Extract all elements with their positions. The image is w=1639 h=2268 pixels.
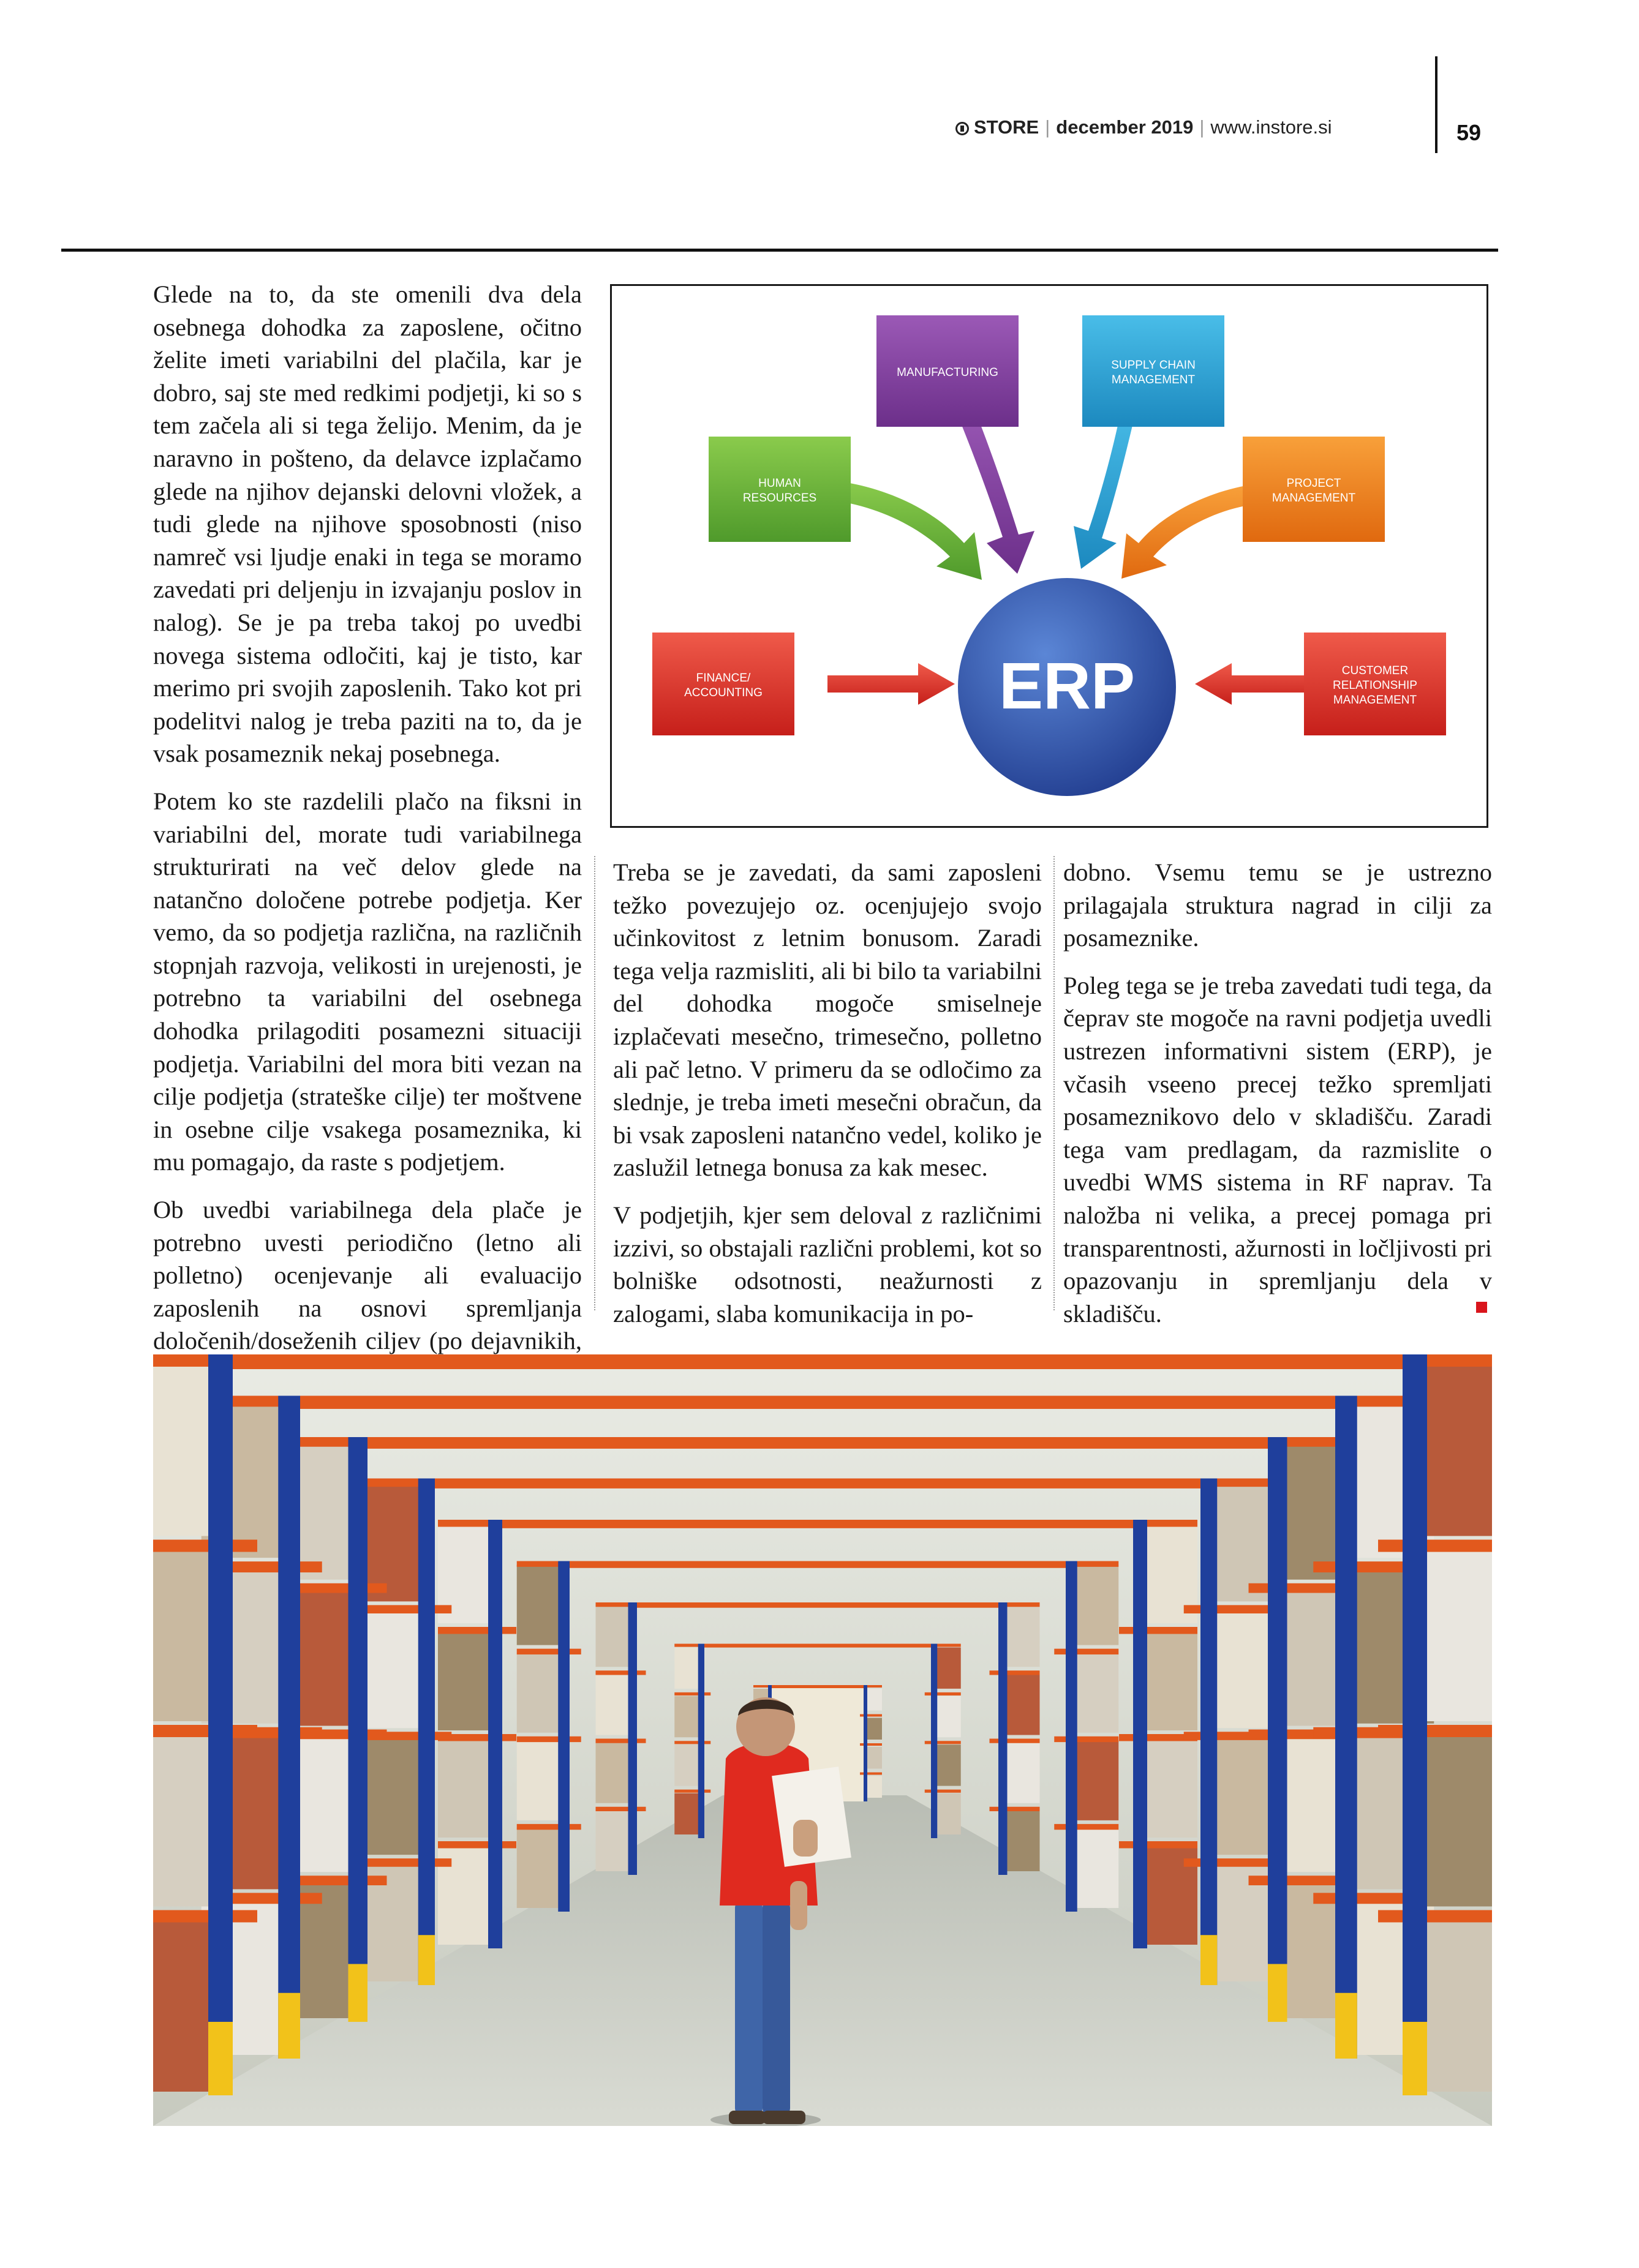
module-label: FINANCE/	[696, 672, 751, 685]
rack-beam	[596, 1807, 646, 1811]
rack-beam	[517, 1649, 581, 1654]
floor-guard	[1403, 2022, 1427, 2095]
article-column-2	[613, 856, 1042, 1345]
overhead-beam	[367, 1437, 1268, 1449]
floor-guard	[349, 1964, 368, 2022]
header-vertical-divider	[1435, 56, 1437, 153]
module-label: MANUFACTURING	[897, 366, 998, 379]
paragraph: dobno. Vsemu temu se je ustrezno prilagajala struktura nagrad in cilji za posameznike.	[1063, 858, 1492, 952]
overhead-beam	[233, 1354, 1403, 1369]
rack-upright	[208, 1354, 233, 2095]
article-end-mark	[1476, 1302, 1487, 1313]
rack-upright	[558, 1561, 570, 1912]
rack-upright	[349, 1437, 368, 2022]
rack-beam	[438, 1627, 516, 1634]
module-crm	[1304, 633, 1446, 735]
header-url: www.instore.si	[1210, 116, 1332, 138]
overhead-beam	[637, 1602, 998, 1608]
rack-beam	[1119, 1841, 1197, 1849]
module-label: RESOURCES	[742, 492, 817, 505]
rack-upright	[1066, 1561, 1077, 1912]
rack-beam	[674, 1692, 710, 1695]
rack-beam	[1054, 1649, 1118, 1654]
rack-beam	[596, 1670, 646, 1675]
rack-beam	[925, 1790, 961, 1793]
rack-beam	[1054, 1737, 1118, 1742]
module-supply-chain	[1082, 315, 1224, 427]
module-manufacturing	[876, 315, 1019, 427]
rack-beam	[860, 1773, 882, 1775]
module-label: PROJECT	[1286, 477, 1341, 490]
rack-upright	[628, 1602, 638, 1875]
page-header	[955, 116, 1384, 153]
rack-upright	[1268, 1437, 1287, 2022]
rack-beam	[990, 1670, 1040, 1675]
rack-upright	[1403, 1354, 1427, 2095]
module-finance	[652, 633, 794, 735]
header-date: december 2019	[1056, 116, 1194, 138]
paragraph: Glede na to, da ste omenili dva dela osebnega dohodka za zaposlene, očitno želite imeti variabilni del plačila, kar je dobro, saj ste med redkimi podjetji, ki so s tem začela ali si tega želijo. Menim, da je naravno in pošteno, da delavce izplačamo glede na njihov dejanski delovni vložek, a tudi glede na njihove sposobnosti (niso namreč vsi ljudje enaki in tega se moramo zavedati pri deljenju in izvajanju poslov in nalog). Se je pa treba takoj po uvedbi novega sistema odločiti, kaj je tisto, kar merimo pri svojih zaposlenih. Tako kot pri podelitvi nalog je treba paziti na to, da je vsak posameznik nekaj posebnega.	[153, 280, 582, 768]
floor-guard	[208, 2022, 233, 2095]
module-label: MANAGEMENT	[1111, 374, 1196, 386]
rack-beam	[153, 1725, 257, 1737]
rack-beam	[1119, 1627, 1197, 1634]
module-human-resources	[709, 437, 851, 542]
rack-upright	[1133, 1520, 1147, 1948]
paragraph: Potem ko ste razdelili plačo na fiksni in variabilni del, morate tudi variabilnega strukturirati na več delov glede na natančno določene potrebe podjetja. Ker vemo, da so podjetja različna, na različnih stopnjah razvoja, velikosti in urejenosti, je potrebno ta variabilni del osebnega dohodka prilagoditi posamezni situaciji podjetja. Variabilni del mora biti vezan na cilje podjetja (strateške cilje) ter moštvene in osebne cilje vsakega posameznika, ki mu pomagajo, da raste s podjetjem.	[153, 787, 582, 1176]
floor-guard	[1335, 1993, 1357, 2059]
rack-upright	[488, 1520, 502, 1948]
overhead-beam	[772, 1685, 864, 1688]
paragraph: Ob uvedbi variabilnega dela plače je potrebno uvesti periodično (letno ali polletno) ocenjevanje ali evaluacijo zaposlenih na osnovi spremljanja določenih/doseženih ciljev (po dejavnikih,	[153, 1196, 582, 1355]
paragraph: Treba se je zavedati, da sami zaposleni težko povezujejo oz. ocenjujejo svojo učinkovitost z letnim bonusom. Zaradi tega velja razmisliti, ali bi bilo ta variabilni del dohodka mogoče smiselneje izplačevati mesečno, trimesečno, polletno ali pač letno. V primeru da se odločimo za slednje, je treba imeti mesečni obračun, da bi vsak zaposleni natančno vedel, koliko je zaslužil letnega bonusa za kak mesec.	[613, 858, 1042, 1182]
instore-logo-icon	[955, 122, 969, 135]
article-column-3	[1063, 856, 1492, 1345]
overhead-beam	[435, 1479, 1200, 1489]
rack-beam	[1378, 1540, 1492, 1552]
rack-upright	[1200, 1479, 1217, 1986]
rack-beam	[925, 1692, 961, 1695]
erp-center-label: ERP	[998, 648, 1136, 723]
module-label: RELATIONSHIP	[1333, 679, 1417, 692]
rack-beam	[925, 1741, 961, 1744]
rack-upright	[698, 1644, 704, 1839]
rack-beam	[1054, 1824, 1118, 1830]
overhead-beam	[704, 1644, 931, 1648]
rack-beam	[438, 1841, 516, 1849]
arrow-finance	[827, 663, 955, 705]
paragraph: Poleg tega se je treba zavedati tudi tega, da čeprav ste mogoče na ravni podjetja uvedli ustrezen informativni sistem (ERP), je včasih vseeno precej težko spremljati posameznikovo delo v skladišču. Zaradi tega vam predlagam, da razmislite o uvedbi WMS sistema in RF naprav. Ta naložba ni velika, a precej pomaga pri transparentnosti, ažurnosti in ločljivosti pri opazovanju in spremljanju dela v skladišču.	[1063, 971, 1492, 1327]
floor-guard	[1268, 1964, 1287, 2022]
module-label: HUMAN	[758, 477, 801, 490]
warehouse-photo	[153, 1354, 1492, 2126]
floor-guard	[418, 1935, 435, 1985]
rack-beam	[153, 1540, 257, 1552]
module-label: CUSTOMER	[1341, 664, 1409, 677]
column-divider	[1053, 856, 1055, 1310]
overhead-beam	[570, 1561, 1066, 1568]
rack-beam	[359, 1858, 451, 1867]
module-label: MANAGEMENT	[1272, 492, 1356, 505]
rack-beam	[674, 1790, 710, 1793]
rack-beam	[596, 1739, 646, 1743]
rack-beam	[860, 1743, 882, 1746]
floor-guard	[278, 1993, 300, 2059]
page-number: 59	[1456, 120, 1482, 145]
rack-beam	[860, 1714, 882, 1717]
arrow-project-management	[1121, 486, 1249, 579]
overhead-beam	[300, 1396, 1335, 1409]
rack-upright	[864, 1685, 867, 1801]
paragraph: V podjetjih, kjer sem deloval z različnimi izzivi, so obstajali različni problemi, kot so bolniške odsotnosti, neažurnosti z zalogami, slaba komunikacija in po-	[613, 1201, 1042, 1327]
rack-beam	[1184, 1858, 1276, 1867]
article-column-1	[153, 278, 582, 1405]
floor-guard	[1200, 1935, 1217, 1985]
header-brand: STORE	[974, 116, 1039, 138]
rack-beam	[517, 1824, 581, 1830]
column-divider	[594, 856, 595, 1310]
rack-upright	[418, 1479, 435, 1986]
overhead-beam	[502, 1520, 1133, 1528]
header-rule	[61, 249, 1498, 252]
module-label: SUPPLY CHAIN	[1111, 359, 1196, 372]
rack-beam	[990, 1807, 1040, 1811]
rack-upright	[931, 1644, 937, 1839]
arrow-human-resources	[834, 481, 982, 580]
rack-beam	[153, 1910, 257, 1923]
rack-beam	[674, 1741, 710, 1744]
erp-diagram	[610, 284, 1488, 828]
rack-beam	[517, 1737, 581, 1742]
rack-beam	[359, 1605, 451, 1613]
header-separator: |	[1199, 116, 1205, 138]
rack-beam	[1184, 1605, 1276, 1613]
module-project-management	[1243, 437, 1385, 542]
header-separator: |	[1045, 116, 1050, 138]
rack-beam	[1378, 1910, 1492, 1923]
rack-upright	[278, 1396, 300, 2059]
rack-upright	[998, 1602, 1008, 1875]
rack-beam	[990, 1739, 1040, 1743]
rack-upright	[1335, 1396, 1357, 2059]
module-label: ACCOUNTING	[684, 686, 763, 699]
module-label: MANAGEMENT	[1333, 694, 1417, 707]
rack-beam	[1378, 1725, 1492, 1737]
